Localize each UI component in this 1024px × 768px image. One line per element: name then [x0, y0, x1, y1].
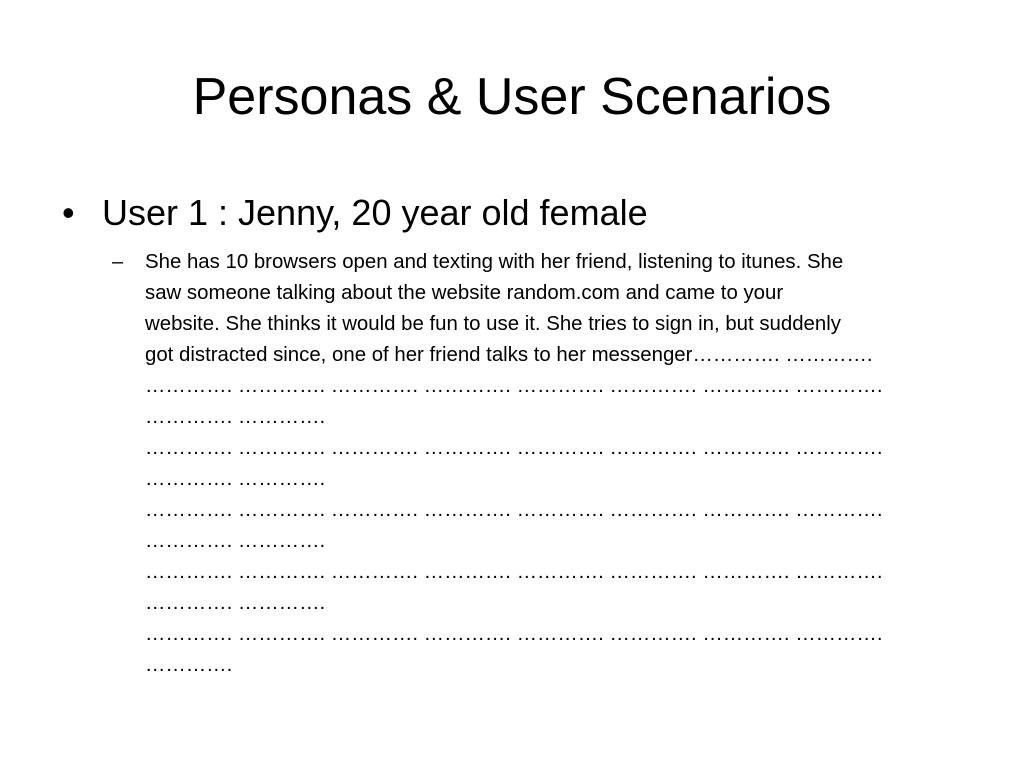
sub-bullet-text: She has 10 browsers open and texting with her friend, listening to itunes. She saw someone talking about the website random.com and came to your website. She thinks it would be fun to use it. She tries to sign in, but suddenly got distracted since, one of her friend talks to her messenger…………. …………. …………. …………. …………. …………. …………. …………. …………. …………. …………. …………. …………. …………. …………. …………. …………. …………. …………. …………. …………. …………. …………. …………. …………. …………. …………. …………. …………. …………. …………. …………. …………. …………. …………. …………. …………. …………. …………. …………. …………. …………. …………. …………. …………. …………. …………. …………. …………. …………. …………. [145, 251, 883, 676]
bullet-item [60, 188, 980, 238]
bullet-text: User 1 : Jenny, 20 year old female [102, 192, 648, 233]
sub-bullet-item [112, 247, 972, 681]
sub-bullet-marker: – [112, 251, 124, 273]
slide-title: Personas & User Scenarios [192, 68, 832, 126]
bullet-marker: • [62, 192, 75, 233]
